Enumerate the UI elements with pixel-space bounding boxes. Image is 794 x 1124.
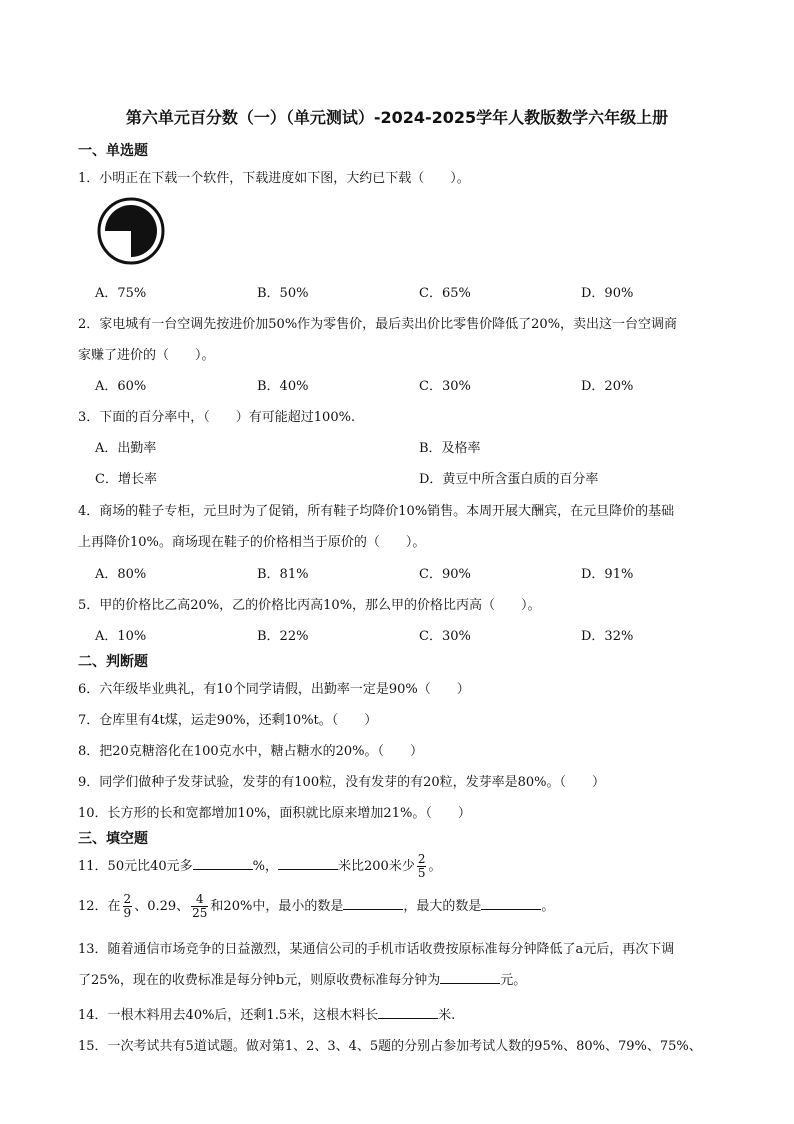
q11-fraction	[417, 853, 427, 880]
q12-text-e: 。	[541, 899, 555, 914]
section-heading-true-false: 二、判断题	[78, 654, 148, 670]
q1-option-c: C．65%	[419, 286, 471, 301]
q14-text-b: 米.	[438, 1008, 456, 1023]
section-heading-fill-in: 三、填空题	[78, 831, 148, 847]
q4-option-b: B．81%	[257, 567, 309, 582]
question-4-line-2: 上再降价10%。商场现在鞋子的价格相当于原价的（ ）。	[78, 535, 426, 550]
q3-option-d: D．黄豆中所含蛋白质的百分率	[419, 472, 599, 487]
q13-blank	[440, 971, 500, 984]
question-6-text: 6．六年级毕业典礼，有10个同学请假，出勤率一定是90%（ ）	[78, 682, 470, 697]
q11-text-c: 米比200米少	[338, 859, 415, 874]
q12-fraction-1-denominator: 9	[123, 906, 132, 920]
question-11	[78, 853, 441, 880]
q3-option-c: C．增长率	[95, 472, 157, 487]
question-5-text: 5．甲的价格比乙高20%，乙的价格比丙高10%，那么甲的价格比丙高（ ）。	[78, 598, 541, 613]
q12-blank-2	[481, 897, 541, 910]
q5-option-b: B．22%	[257, 629, 309, 644]
question-2-line-2: 家赚了进价的（ ）。	[78, 348, 215, 363]
question-15-text: 15．一次考试共有5道试题。做对第1、2、3、4、5题的分别占参加考试人数的95%、80%、79%、75%、	[78, 1039, 702, 1054]
q12-fraction-2-numerator: 4	[191, 893, 208, 907]
q14-blank	[378, 1006, 438, 1019]
question-2-line-1: 2．家电城有一台空调先按进价加50%作为零售价，最后卖出价比零售价降低了20%，卖出这一台空调商	[78, 317, 678, 332]
question-4-line-1: 4．商场的鞋子专柜，元旦时为了促销，所有鞋子均降价10%销售。本周开展大酬宾，在元旦降价的基础	[78, 504, 675, 519]
q3-option-b: B．及格率	[419, 441, 481, 456]
q12-text-b: 、0.29、	[134, 899, 190, 914]
question-8-text: 8．把20克糖溶化在100克水中，糖占糖水的20%。（ ）	[78, 744, 424, 759]
q11-text-d: 。	[428, 859, 442, 874]
q5-option-a: A．10%	[95, 629, 147, 644]
q12-fraction-2-denominator: 25	[192, 906, 208, 920]
q12-fraction-1	[123, 893, 133, 920]
question-12	[78, 893, 554, 920]
q11-fraction-numerator: 2	[417, 852, 426, 866]
q4-option-d: D．91%	[581, 567, 634, 582]
q11-text-b: %，	[252, 859, 278, 874]
q12-text-a: 12．在	[78, 899, 121, 914]
question-13-line-1: 13．随着通信市场竞争的日益激烈，某通信公司的手机市话收费按原标准每分钟降低了a元后，再次下调	[78, 942, 675, 957]
q1-option-d: D．90%	[581, 286, 634, 301]
q14-text-a: 14．一根木料用去40%后，还剩1.5米，这根木料长	[78, 1008, 379, 1023]
q5-option-d: D．32%	[581, 629, 634, 644]
q2-option-d: D．20%	[581, 379, 634, 394]
page-title: 第六单元百分数（一）（单元测试）-2024-2025学年人教版数学六年级上册	[125, 108, 669, 127]
question-13-line-2	[78, 969, 526, 988]
q2-option-a: A．60%	[95, 379, 147, 394]
question-7-text: 7．仓库里有4t煤，运走90%，还剩10%t。（ ）	[78, 713, 378, 728]
question-3-text: 3．下面的百分率中，（ ）有可能超过100%.	[78, 410, 356, 425]
q3-option-a: A．出勤率	[95, 441, 157, 456]
question-10-text: 10．长方形的长和宽都增加10%，面积就比原来增加21%。（ ）	[78, 806, 471, 821]
question-9-text: 9．同学们做种子发芽试验，发芽的有100粒，没有发芽的有20粒，发芽率是80%。（ ）	[78, 775, 606, 790]
q5-option-c: C．30%	[419, 629, 471, 644]
q12-text-c: 和20%中，最小的数是	[210, 899, 344, 914]
q12-fraction-1-numerator: 2	[123, 892, 132, 906]
q11-text-a: 11．50元比40元多	[78, 859, 193, 874]
q11-blank-2	[278, 857, 338, 870]
q13-text-a: 了25%，现在的收费标准是每分钟b元，则原收费标准每分钟为	[78, 973, 441, 988]
download-progress-pie	[96, 196, 166, 266]
question-14	[78, 1004, 455, 1023]
section-heading-single-choice: 一、单选题	[78, 143, 148, 159]
q2-option-c: C．30%	[419, 379, 471, 394]
q1-option-a: A．75%	[95, 286, 147, 301]
q11-fraction-denominator: 5	[417, 866, 426, 880]
question-1-text: 1．小明正在下载一个软件，下载进度如下图，大约已下载（ ）。	[78, 171, 470, 186]
q2-option-b: B．40%	[257, 379, 309, 394]
q4-option-c: C．90%	[419, 567, 471, 582]
q12-blank-1	[343, 897, 403, 910]
q12-text-d: ，最大的数是	[403, 899, 482, 914]
q4-option-a: A．80%	[95, 567, 147, 582]
q12-fraction-2	[191, 893, 208, 920]
q11-blank-1	[193, 857, 253, 870]
q13-text-b: 元。	[500, 973, 527, 988]
q1-option-b: B．50%	[257, 286, 309, 301]
